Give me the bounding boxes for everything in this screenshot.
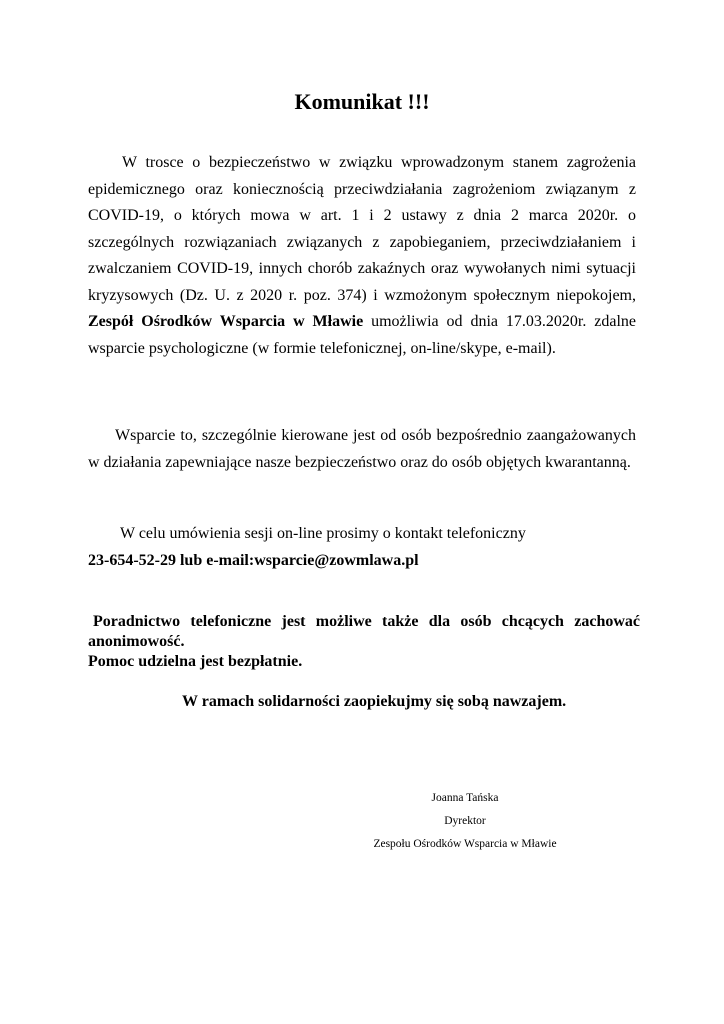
signature-organization: Zespołu Ośrodków Wsparcia w Mławie — [373, 838, 557, 850]
paragraph-support: Wsparcie to, szczególnie kierowane jest od osób bezpośrednio zaangażowanych w działania zapewniające nasze bezpieczeństwo oraz do osób objętych kwarantanną. — [88, 427, 636, 471]
intro-text-start: W trosce o bezpieczeństwo w związku wprowadzonym stanem zagrożenia epidemicznego oraz koniecznością przeciwdziałania zagrożeniom związanym z COVID-19, o których mowa w art. 1 i 2 ustawy z dnia 2 marca 2020r. o szczególnych rozwiązaniach związanych z zapobieganiem, przeciwdziałaniem i zwalczaniem COVID-19, innych chorób zakaźnych oraz wywołanych nimi sytuacji kryzysowych (Dz. U. z 2020 r. poz. 374) i wzmożonym społecznym niepokojem, — [88, 154, 636, 304]
intro-text-end: umożliwia od dnia 17.03.2020r. zdalne wsparcie psychologiczne (w formie telefonicznej, on-line/skype, e-mail). — [88, 313, 637, 357]
anonymity-line-1: Poradnictwo telefoniczne jest możliwe także dla osób chcących zachować — [93, 613, 640, 630]
organization-name: Zespół Ośrodków Wsparcia w Mławie — [88, 313, 364, 330]
signature-name: Joanna Tańska — [431, 792, 499, 804]
anonymity-line-2: anonimowość. — [88, 633, 185, 650]
document-title: Komunikat !!! — [294, 89, 430, 114]
paragraph-contact — [88, 521, 636, 574]
paragraph-intro — [88, 150, 636, 362]
anonymity-note — [88, 612, 640, 652]
free-help-note: Pomoc udzielna jest bezpłatnie. — [88, 653, 303, 670]
contact-request: W celu umówienia sesji on-line prosimy o kontakt telefoniczny — [120, 525, 526, 542]
contact-details: 23-654-52-29 lub e-mail:wsparcie@zowmlawa.pl — [88, 551, 419, 569]
signature-role: Dyrektor — [444, 815, 486, 827]
solidarity-note: W ramach solidarności zaopiekujmy się sobą nawzajem. — [182, 693, 567, 710]
